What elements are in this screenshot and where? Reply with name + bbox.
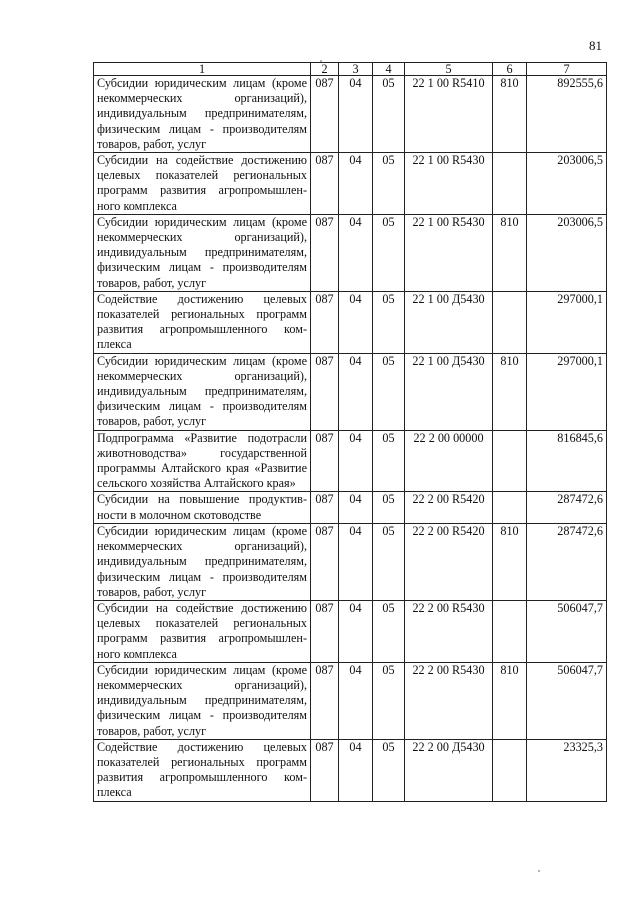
section-code-cell: 04 — [339, 76, 373, 153]
expense-type-code-cell — [493, 739, 527, 801]
amount-cell: 287472,6 — [527, 492, 607, 523]
subsection-code-cell: 05 — [373, 523, 405, 600]
table-row — [94, 492, 607, 523]
subsection-code-cell: 05 — [373, 291, 405, 353]
amount-cell: 297000,1 — [527, 353, 607, 430]
ministry-code-cell: 087 — [311, 76, 339, 153]
header-cell: 2 — [311, 63, 339, 76]
expense-type-code-cell — [493, 153, 527, 215]
target-article-code-cell: 22 1 00 Д5430 — [405, 291, 493, 353]
header-cell: 6 — [493, 63, 527, 76]
ministry-code-cell: 087 — [311, 600, 339, 662]
subsection-code-cell: 05 — [373, 739, 405, 801]
table-row — [94, 291, 607, 353]
table-row — [94, 153, 607, 215]
header-cell: 5 — [405, 63, 493, 76]
expense-type-code-cell: 810 — [493, 523, 527, 600]
row-description-cell: Субсидии на повышение продуктивности в молочном скотоводстве — [94, 492, 311, 523]
subsection-code-cell: 05 — [373, 214, 405, 291]
expense-type-code-cell: 810 — [493, 353, 527, 430]
section-code-cell: 04 — [339, 739, 373, 801]
amount-cell: 203006,5 — [527, 214, 607, 291]
ministry-code-cell: 087 — [311, 739, 339, 801]
header-cell: 4 — [373, 63, 405, 76]
expense-type-code-cell: 810 — [493, 214, 527, 291]
target-article-code-cell: 22 1 00 R5430 — [405, 214, 493, 291]
expense-type-code-cell: 810 — [493, 76, 527, 153]
target-article-code-cell: 22 2 00 00000 — [405, 430, 493, 492]
amount-cell: 23325,3 — [527, 739, 607, 801]
section-code-cell: 04 — [339, 523, 373, 600]
ministry-code-cell: 087 — [311, 153, 339, 215]
header-cell: 1 — [94, 63, 311, 76]
ministry-code-cell: 087 — [311, 214, 339, 291]
section-code-cell: 04 — [339, 291, 373, 353]
target-article-code-cell: 22 1 00 R5410 — [405, 76, 493, 153]
section-code-cell: 04 — [339, 662, 373, 739]
table-row — [94, 600, 607, 662]
target-article-code-cell: 22 1 00 Д5430 — [405, 353, 493, 430]
budget-table — [93, 62, 607, 802]
column-number-header — [94, 63, 607, 76]
row-description-cell: Субсидии юридическим лицам (кроме некоммерческих организаций), индивидуальным предпринимателям, физическим лицам - производителям товаров, работ, услуг — [94, 523, 311, 600]
section-code-cell: 04 — [339, 214, 373, 291]
row-description-cell: Субсидии юридическим лицам (кроме некоммерческих организаций), индивидуальным предпринимателям, физическим лицам - производителям товаров, работ, услуг — [94, 214, 311, 291]
expense-type-code-cell — [493, 430, 527, 492]
subsection-code-cell: 05 — [373, 492, 405, 523]
header-cell: 7 — [527, 63, 607, 76]
ministry-code-cell: 087 — [311, 291, 339, 353]
row-description-cell: Подпрограмма «Развитие подотрасли животноводства» государственной программы Алтайского края «Развитие сельского хозяйства Алтайского края» — [94, 430, 311, 492]
ministry-code-cell: 087 — [311, 492, 339, 523]
amount-cell: 203006,5 — [527, 153, 607, 215]
target-article-code-cell: 22 2 00 Д5430 — [405, 739, 493, 801]
table-body — [94, 76, 607, 802]
header-cell: 3 — [339, 63, 373, 76]
subsection-code-cell: 05 — [373, 662, 405, 739]
table-row — [94, 523, 607, 600]
scan-speck — [320, 60, 322, 62]
table-row — [94, 662, 607, 739]
row-description-cell: Содействие достижению целевых показателей региональных программ развития агропромышленного комплекса — [94, 291, 311, 353]
table-row — [94, 430, 607, 492]
amount-cell: 506047,7 — [527, 662, 607, 739]
scan-speck — [538, 870, 540, 872]
row-description-cell: Содействие достижению целевых показателей региональных программ развития агропромышленного комплекса — [94, 739, 311, 801]
row-description-cell: Субсидии на содействие достижению целевых показателей региональных программ развития агропромышленного комплекса — [94, 600, 311, 662]
ministry-code-cell: 087 — [311, 430, 339, 492]
table-row — [94, 739, 607, 801]
amount-cell: 816845,6 — [527, 430, 607, 492]
amount-cell: 297000,1 — [527, 291, 607, 353]
subsection-code-cell: 05 — [373, 600, 405, 662]
section-code-cell: 04 — [339, 153, 373, 215]
target-article-code-cell: 22 2 00 R5430 — [405, 662, 493, 739]
target-article-code-cell: 22 2 00 R5420 — [405, 523, 493, 600]
subsection-code-cell: 05 — [373, 430, 405, 492]
table-row — [94, 214, 607, 291]
expense-type-code-cell — [493, 492, 527, 523]
row-description-cell: Субсидии юридическим лицам (кроме некоммерческих организаций), индивидуальным предпринимателям, физическим лицам - производителям товаров, работ, услуг — [94, 662, 311, 739]
section-code-cell: 04 — [339, 353, 373, 430]
target-article-code-cell: 22 2 00 R5420 — [405, 492, 493, 523]
target-article-code-cell: 22 1 00 R5430 — [405, 153, 493, 215]
row-description-cell: Субсидии на содействие достижению целевых показателей региональных программ развития агропромышленного комплекса — [94, 153, 311, 215]
subsection-code-cell: 05 — [373, 76, 405, 153]
section-code-cell: 04 — [339, 600, 373, 662]
table-row — [94, 353, 607, 430]
section-code-cell: 04 — [339, 430, 373, 492]
target-article-code-cell: 22 2 00 R5430 — [405, 600, 493, 662]
subsection-code-cell: 05 — [373, 353, 405, 430]
page-number: 81 — [589, 38, 602, 53]
amount-cell: 287472,6 — [527, 523, 607, 600]
ministry-code-cell: 087 — [311, 353, 339, 430]
amount-cell: 506047,7 — [527, 600, 607, 662]
amount-cell: 892555,6 — [527, 76, 607, 153]
ministry-code-cell: 087 — [311, 662, 339, 739]
table-row — [94, 76, 607, 153]
expense-type-code-cell — [493, 600, 527, 662]
row-description-cell: Субсидии юридическим лицам (кроме некоммерческих организаций), индивидуальным предпринимателям, физическим лицам - производителям товаров, работ, услуг — [94, 76, 311, 153]
ministry-code-cell: 087 — [311, 523, 339, 600]
subsection-code-cell: 05 — [373, 153, 405, 215]
row-description-cell: Субсидии юридическим лицам (кроме некоммерческих организаций), индивидуальным предпринимателям, физическим лицам - производителям товаров, работ, услуг — [94, 353, 311, 430]
section-code-cell: 04 — [339, 492, 373, 523]
expense-type-code-cell: 810 — [493, 662, 527, 739]
expense-type-code-cell — [493, 291, 527, 353]
